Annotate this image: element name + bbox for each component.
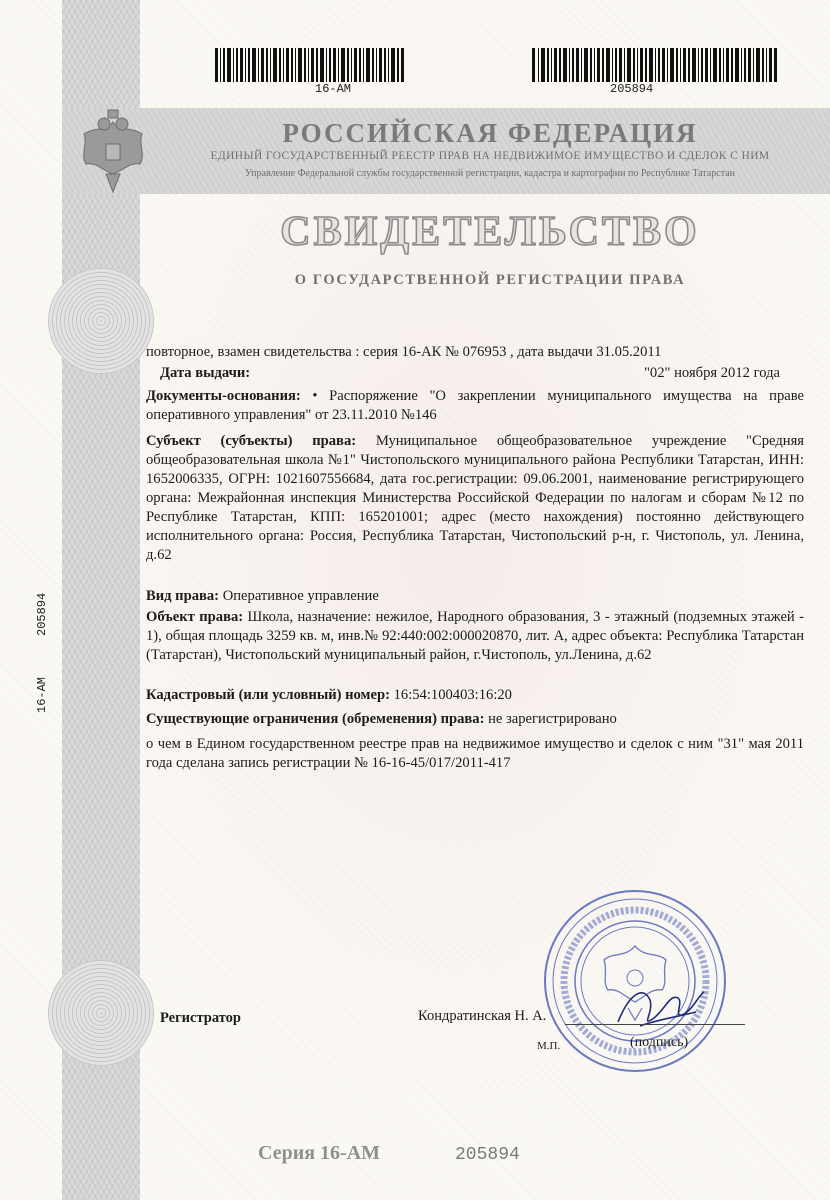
barcode-left	[215, 48, 405, 82]
cadastral-label: Кадастровый (или условный) номер:	[146, 687, 390, 703]
country-title: РОССИЙСКАЯ ФЕДЕРАЦИЯ	[282, 118, 698, 148]
stamp-place-label: М.П.	[537, 1040, 561, 1052]
subject-label: Субъект (субъекты) права:	[146, 433, 357, 449]
right-kind-value: Оперативное управление	[219, 588, 379, 604]
limits	[146, 710, 804, 729]
issue-date-value: "02" ноября 2012 года	[643, 365, 780, 381]
registrar-name: Кондратинская Н. А.	[418, 1008, 547, 1024]
eagle-emblem-icon	[66, 104, 160, 200]
limits-value: не зарегистрировано	[484, 711, 617, 727]
signature-label: (подпись)	[630, 1035, 689, 1050]
docs-basis-value: • Распоряжение "О закреплении муниципального имущества на праве оперативного управления" от 23.11.2010 №146	[146, 388, 804, 423]
certificate-subtitle: О ГОСУДАРСТВЕННОЙ РЕГИСТРАЦИИ ПРАВА	[294, 272, 686, 288]
cadastral-number	[146, 686, 804, 705]
issue-date-row	[146, 364, 804, 383]
docs-basis	[146, 387, 804, 425]
subject-value: Муниципальное общеобразовательное учреждение "Средняя общеобразовательная школа №1" Чистопольского муниципального района Республики Татарстан, ИНН: 1652006335, ОГРН: 1021607556684, дата гос.регистрации: 09.06.2001, наименование регистрирующего органа: Межрайонная инспекция Министерства Российской Федерации по налогам и сборам №12 по Республике Татарстан, КПП: 165201001; адрес (место нахождения) постоянно действующего исполнительного органа: Россия, Республика Татарстан, Чистопольский р-н, г. Чистополь, ул. Ленина, д.62	[146, 433, 804, 563]
registrar-label: Регистратор	[160, 1010, 241, 1026]
repeat-line: повторное, взамен свидетельства : серия 16-АК № 076953 , дата выдачи 31.05.2011	[146, 344, 662, 360]
cadastral-value: 16:54:100403:16:20	[389, 687, 512, 703]
right-kind-label: Вид права:	[146, 588, 220, 604]
right-object-value: Школа, назначение: нежилое, Народного образования, 3 - этажный (подземных этажей - 1), общая площадь 3259 кв. м, инв.№ 92:440:002:000020870, лит. А, адрес объекта: Республика Татарстан (Татарстан), Чистопольский муниципальный район, г.Чистополь, ул.Ленина, д.62	[146, 609, 804, 663]
registry-title: ЕДИНЫЙ ГОСУДАРСТВЕННЫЙ РЕЕСТР ПРАВ НА НЕДВИЖИМОЕ ИМУЩЕСТВО И СДЕЛОК С НИМ	[210, 150, 770, 162]
series-number: 205894	[455, 1145, 520, 1165]
issue-date-label: Дата выдачи:	[160, 365, 251, 381]
agency-title: Управление Федеральной службы государственной регистрации, кадастра и картографии по Республике Татарстан	[244, 168, 736, 179]
guilloche-rosette	[48, 960, 154, 1066]
right-object-label: Объект права:	[146, 609, 244, 625]
side-number: 205894	[35, 592, 49, 636]
limits-label: Существующие ограничения (обременения) права:	[146, 711, 485, 727]
guilloche-rosette	[48, 268, 154, 374]
record-text: о чем в Едином государственном реестре прав на недвижимое имущество и сделок с ним "31" мая 2011 года сделана запись регистрации № 16-16-45/017/2011-417	[146, 736, 804, 771]
subject	[146, 432, 804, 565]
side-series: 16-АМ	[35, 676, 49, 713]
certificate-title: СВИДЕТЕЛЬСТВО	[280, 209, 700, 255]
docs-basis-label: Документы-основания:	[146, 388, 301, 404]
right-kind	[146, 587, 804, 606]
signature-icon	[610, 978, 710, 1040]
barcode-right	[532, 48, 777, 82]
barcode-left-number: 16-АМ	[315, 82, 352, 96]
certificate-body	[146, 343, 804, 773]
series-label: Серия 16-АМ	[258, 1142, 381, 1164]
signature-line	[565, 1024, 745, 1025]
barcode-right-number: 205894	[610, 82, 654, 96]
right-object	[146, 608, 804, 665]
